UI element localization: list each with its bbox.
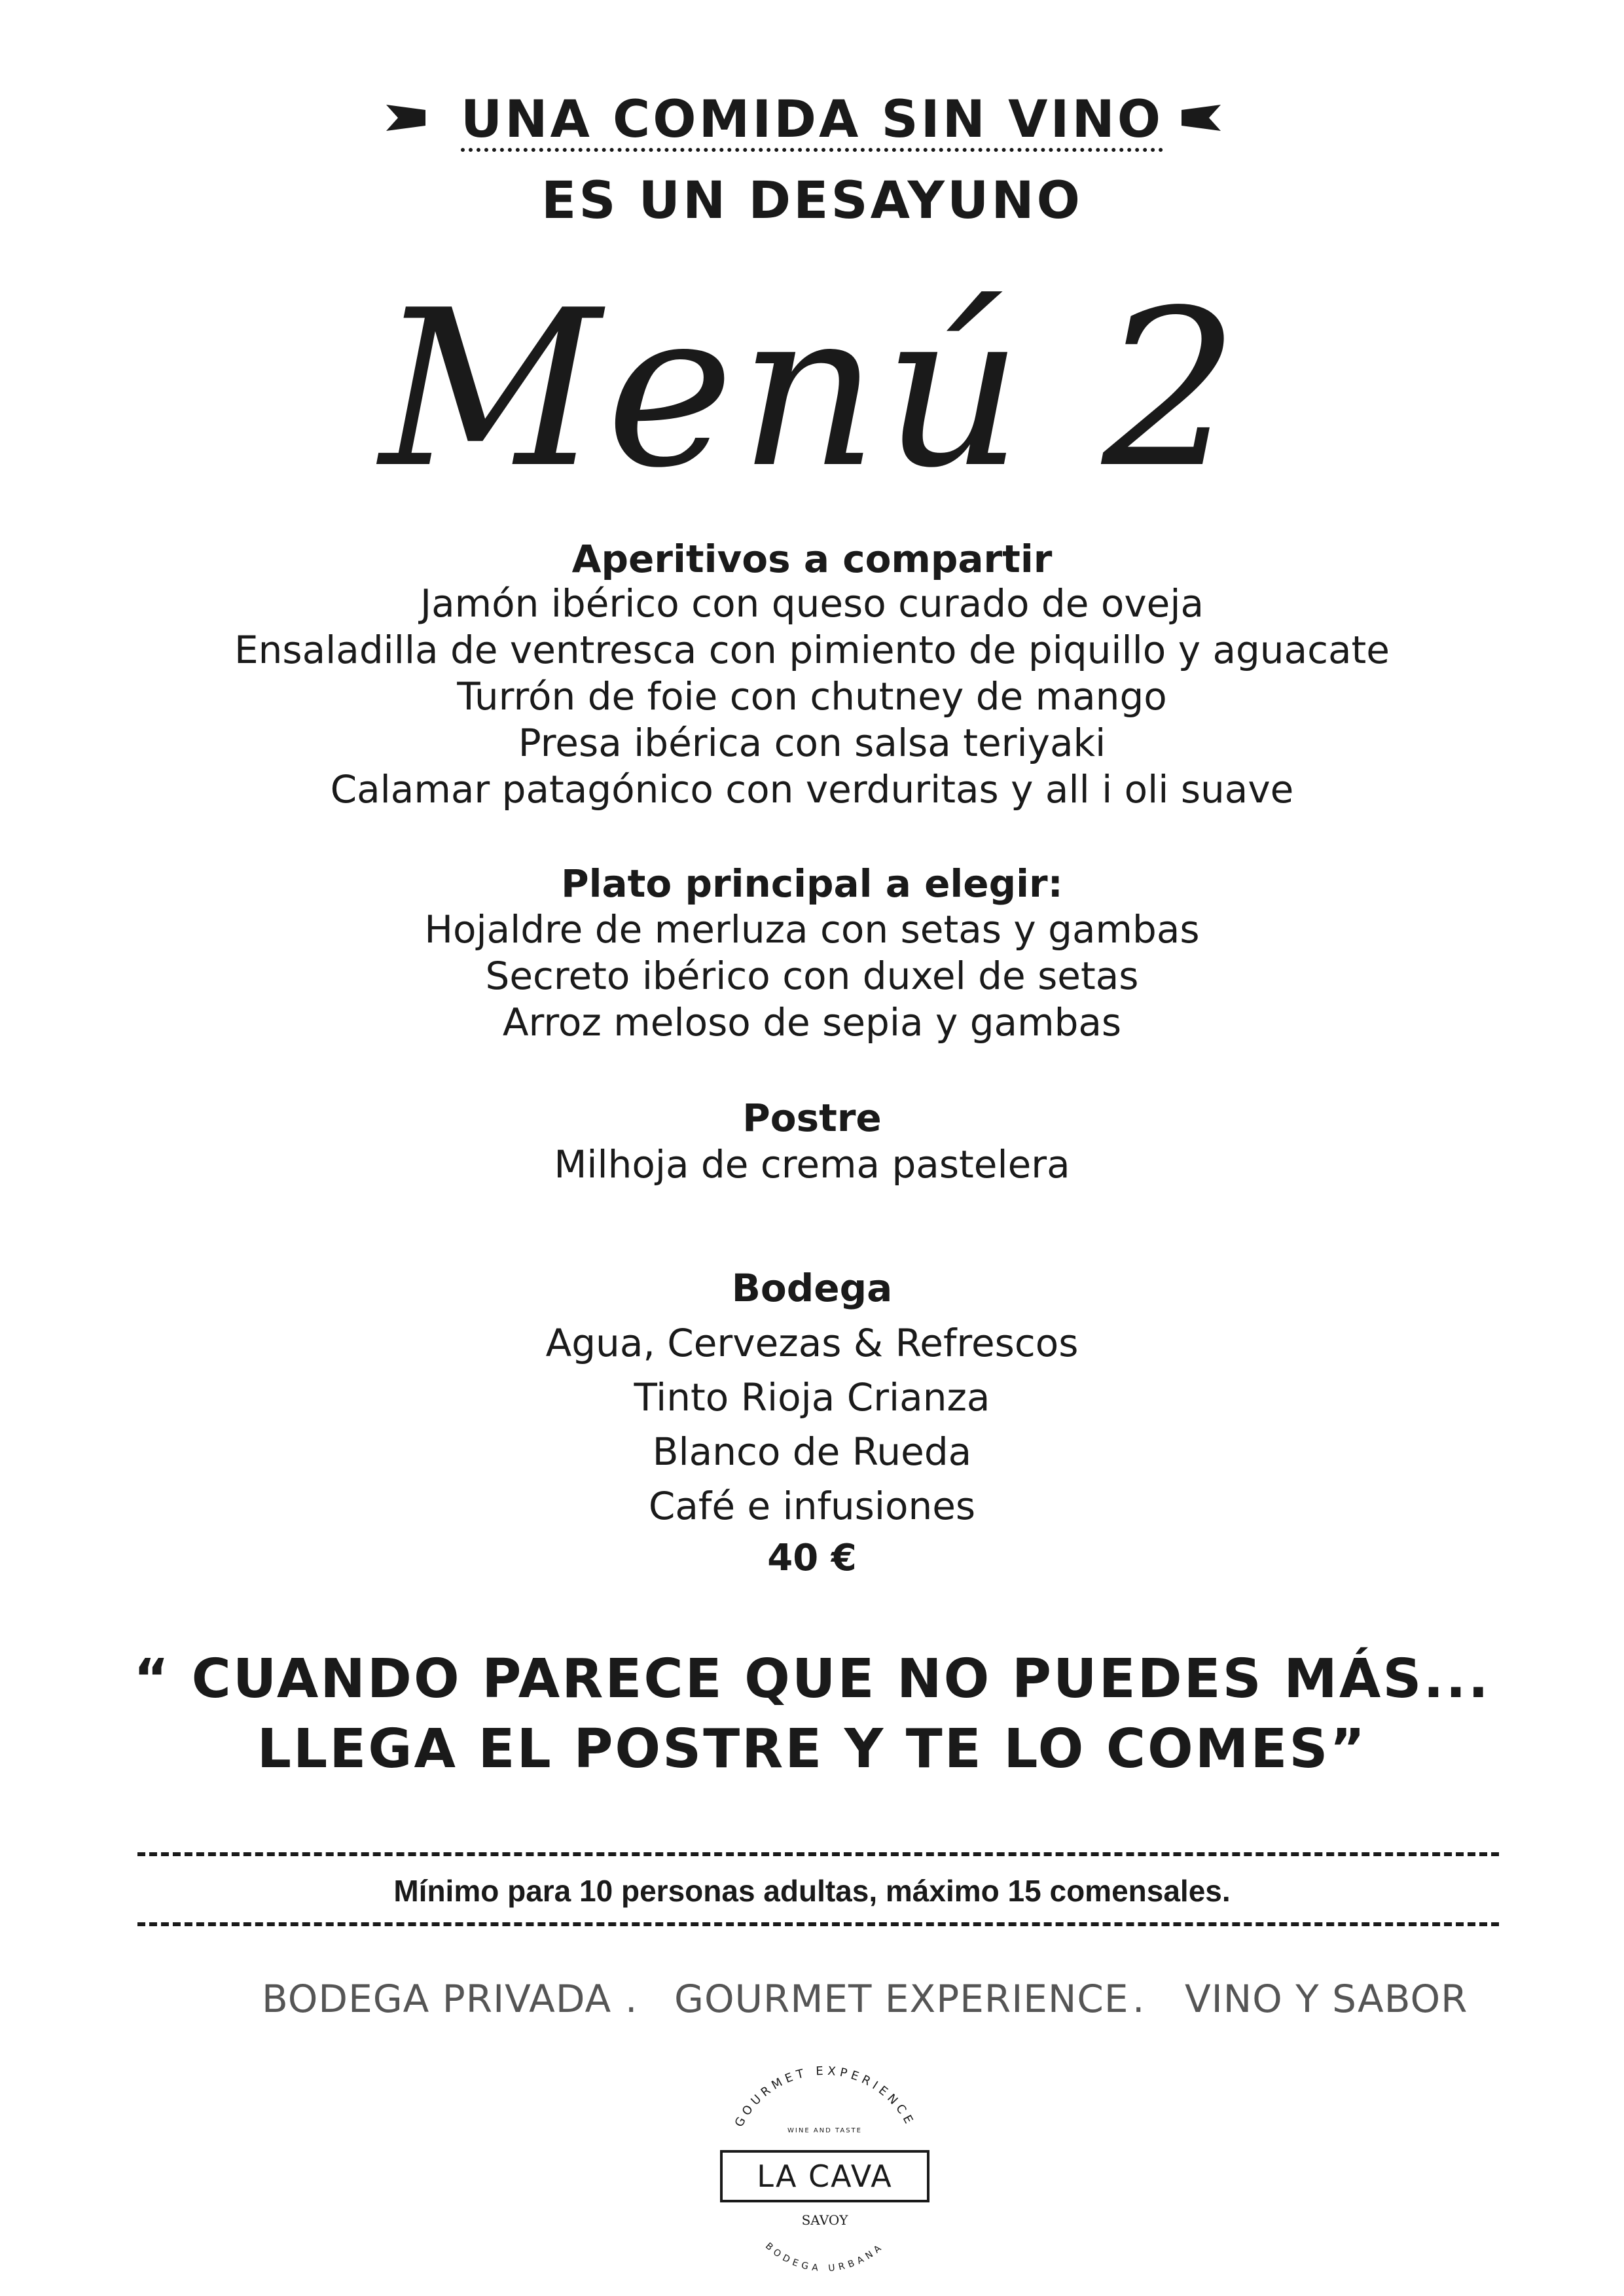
menu-item: Tinto Rioja Crianza — [634, 1375, 990, 1420]
tagline-vino-y-sabor: VINO Y SABOR — [1185, 1977, 1468, 2021]
svg-text:BODEGA URBANA — [763, 2241, 886, 2274]
logo-arc-bottom: BODEGA URBANA — [763, 2240, 887, 2274]
menu-item: Turrón de foie con chutney de mango — [457, 674, 1167, 719]
quote-line-1: “ CUANDO PARECE QUE NO PUEDES MÁS... — [134, 1648, 1490, 1710]
dashed-divider-top — [137, 1852, 1499, 1856]
menu-item: Hojaldre de merluza con setas y gambas — [424, 907, 1200, 952]
menu-item: Ensaladilla de ventresca con pimiento de piquillo y aguacate — [234, 628, 1390, 672]
logo-arc-top: GOURMET EXPERIENCE — [732, 2064, 918, 2130]
menu-item: Agua, Cervezas & Refrescos — [545, 1321, 1079, 1365]
menu-item: Milhoja de crema pastelera — [554, 1142, 1070, 1187]
logo-brand: SAVOY — [801, 2212, 848, 2228]
logo-name-box: LA CAVA — [720, 2150, 929, 2202]
logo-sub: WINE AND TASTE — [787, 2127, 862, 2134]
menu-item: Jamón ibérico con queso curado de oveja — [420, 581, 1204, 626]
ribbon-right-icon — [1182, 105, 1221, 131]
slogan-line-1 — [0, 90, 1624, 152]
minimum-note: Mínimo para 10 personas adultas, máximo 15 comensales. — [393, 1874, 1231, 1908]
menu-item: Arroz meloso de sepia y gambas — [502, 1000, 1122, 1045]
slogan-line-2: ES UN DESAYUNO — [541, 171, 1083, 230]
svg-text:GOURMET EXPERIENCE — [732, 2064, 918, 2130]
section-heading-aperitivos: Aperitivos a compartir — [571, 537, 1053, 581]
menu-item: Presa ibérica con salsa teriyaki — [518, 721, 1106, 765]
section-heading-postre: Postre — [742, 1096, 882, 1140]
tagline-separator: . — [625, 1977, 638, 2021]
tagline-bodega-privada: BODEGA PRIVADA — [262, 1977, 612, 2021]
price: 40 € — [767, 1537, 857, 1579]
tagline-gourmet-experience: GOURMET EXPERIENCE — [674, 1977, 1129, 2021]
menu-item: Blanco de Rueda — [652, 1429, 972, 1474]
tagline-separator: . — [1132, 1977, 1145, 2021]
menu-item: Calamar patagónico con verduritas y all i oli suave — [330, 767, 1294, 812]
dashed-divider-bottom — [137, 1922, 1499, 1926]
menu-title: Menú 2 — [379, 264, 1245, 515]
section-heading-bodega: Bodega — [731, 1266, 893, 1310]
menu-item: Secreto ibérico con duxel de setas — [485, 954, 1139, 998]
quote-line-2: LLEGA EL POSTRE Y TE LO COMES” — [257, 1718, 1367, 1780]
section-heading-plato-principal: Plato principal a elegir: — [561, 861, 1063, 906]
menu-item: Café e infusiones — [648, 1484, 976, 1528]
slogan-line-1-text: UNA COMIDA SIN VINO — [461, 94, 1163, 152]
